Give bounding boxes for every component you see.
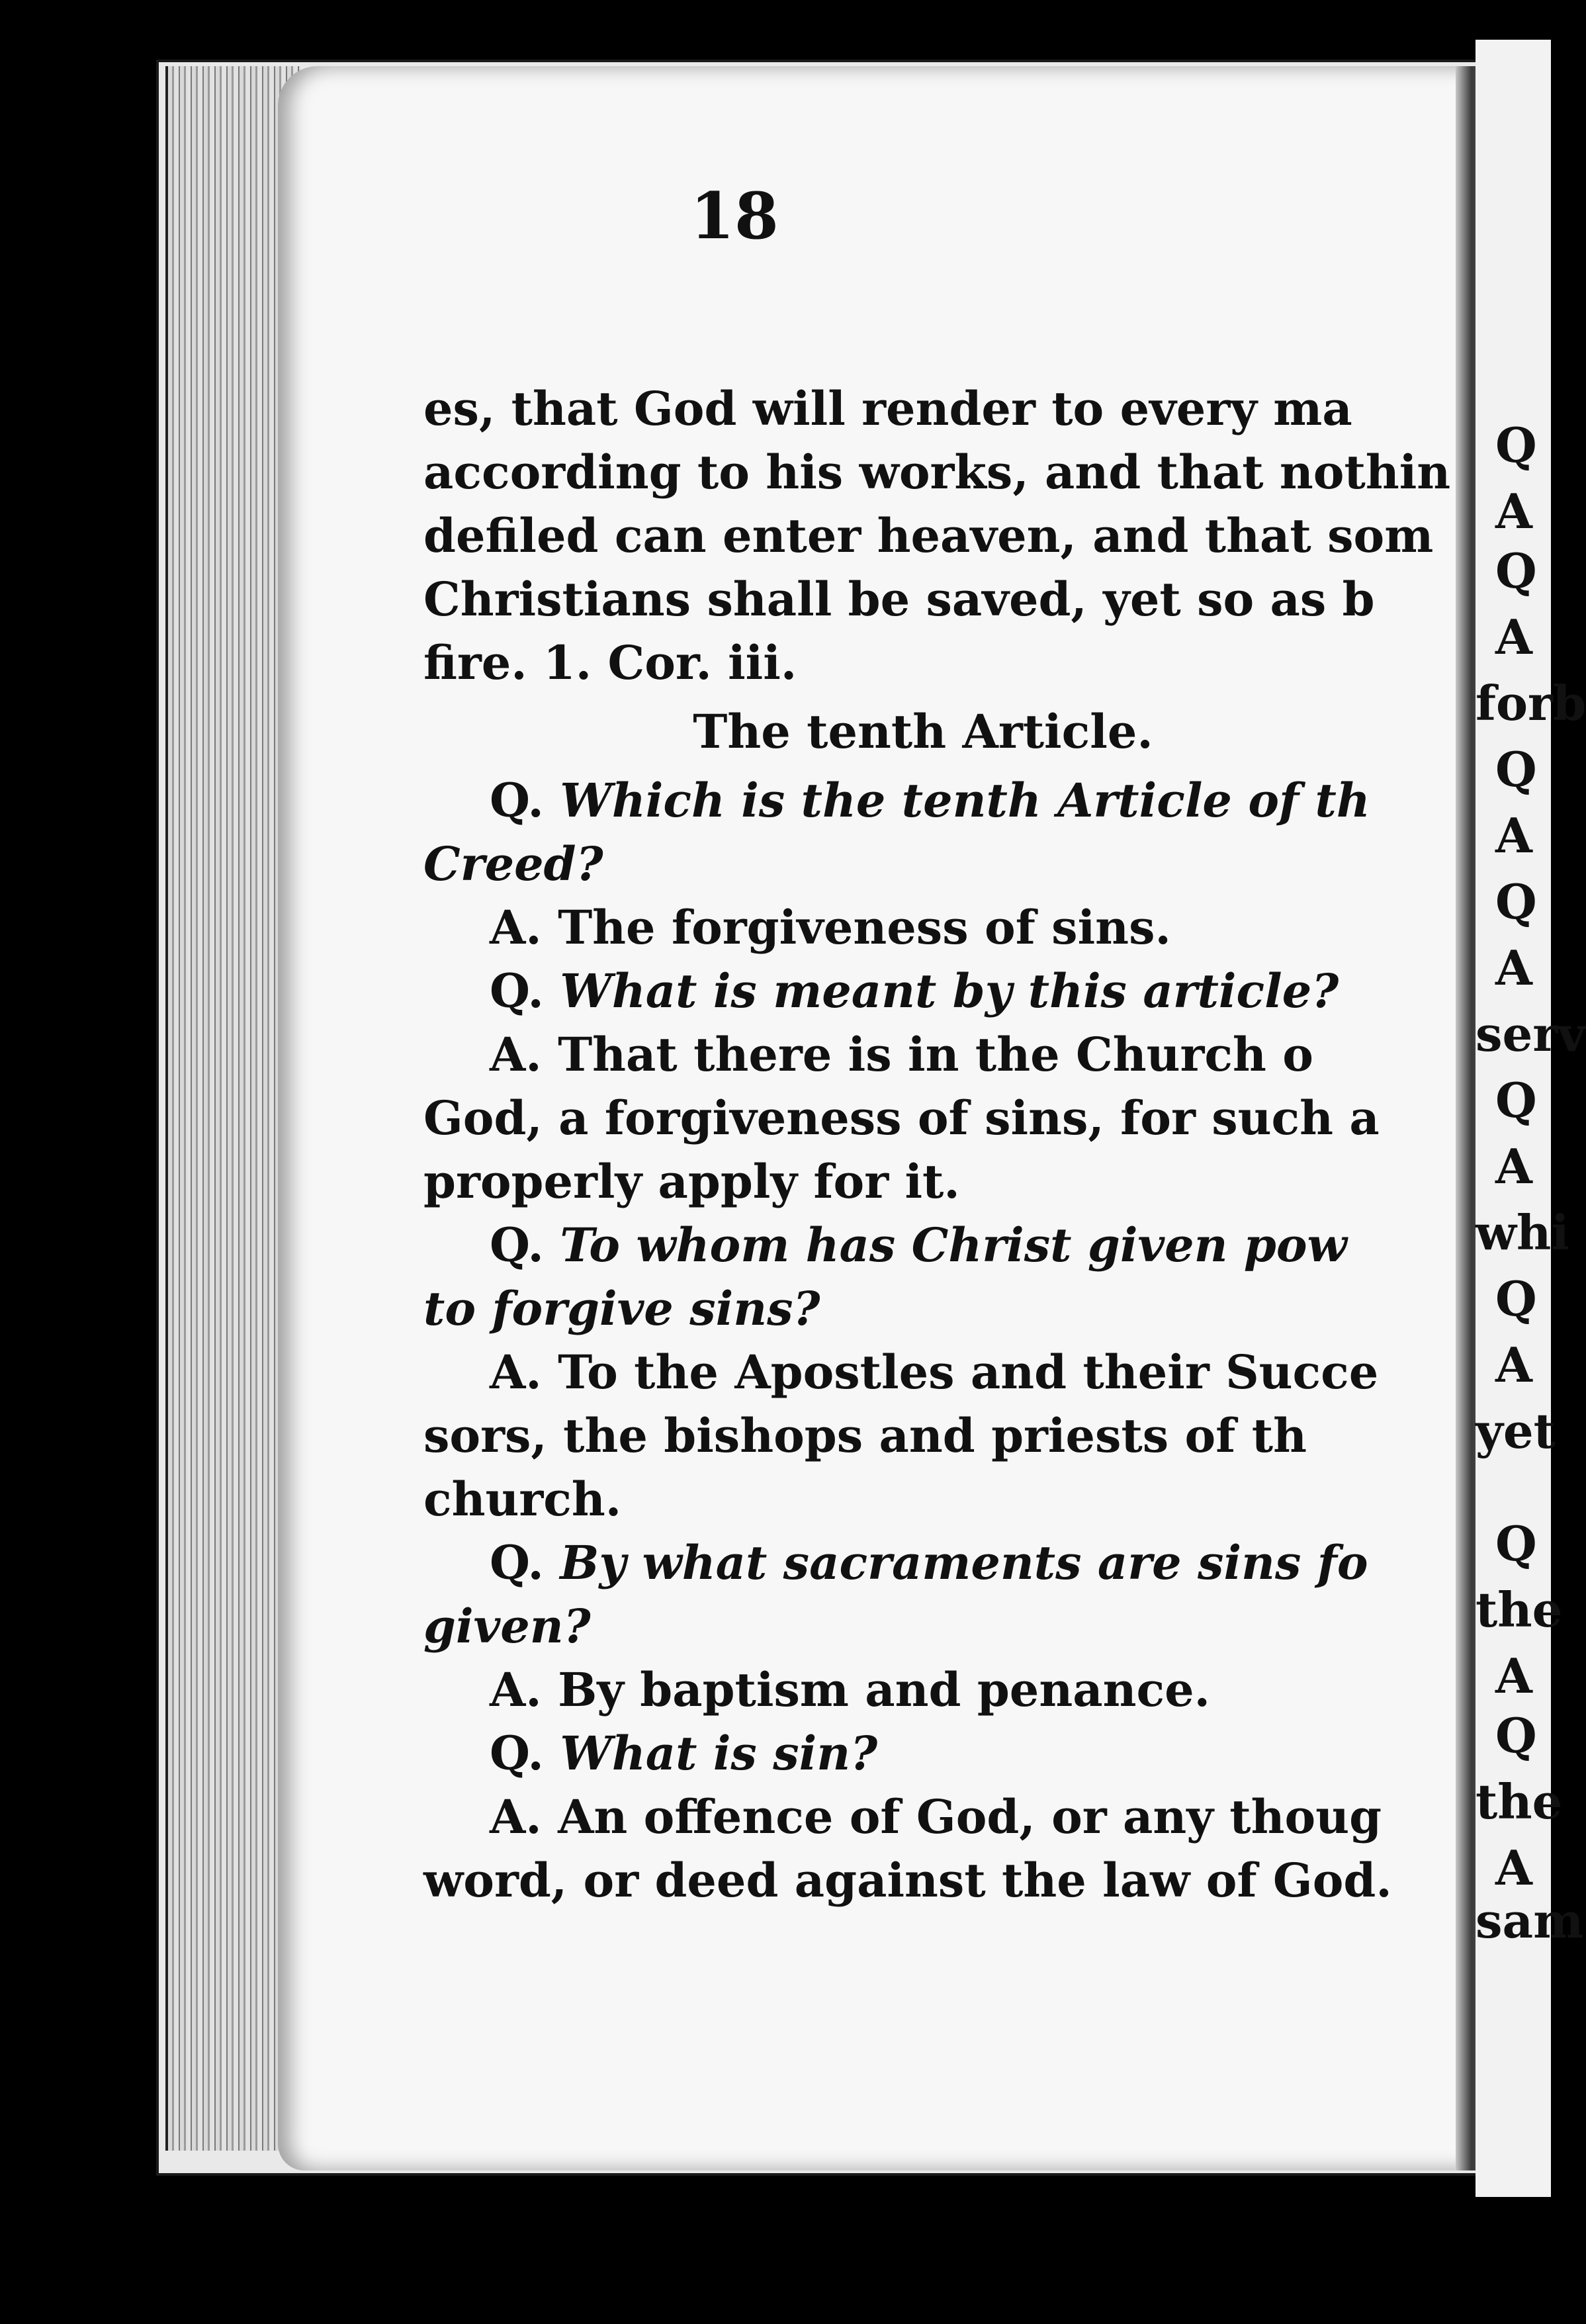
answer-text: To the Apostles and their Succe	[558, 1345, 1379, 1400]
facing-page-text: A	[1495, 483, 1532, 539]
question-text: What is meant by this article?	[560, 963, 1339, 1018]
answer-label: A.	[490, 1027, 542, 1082]
entry-continuation-line: properly apply for it.	[423, 1154, 960, 1209]
answer-label: A.	[490, 1662, 542, 1717]
answer-text: An offence of God, or any thoug	[558, 1789, 1382, 1844]
answer-entry	[423, 1341, 1462, 1531]
facing-page-text: Q	[1495, 1271, 1537, 1327]
entry-continuation-line: sors, the bishops and priests of th	[423, 1408, 1307, 1463]
section-heading: The tenth Article.	[693, 704, 1153, 759]
answer-text: The forgiveness of sins.	[558, 900, 1171, 955]
answer-label: A.	[490, 900, 542, 955]
text-line: according to his works, and that nothin	[423, 445, 1451, 500]
facing-page-text: Q	[1495, 417, 1537, 473]
question-label: Q.	[490, 1726, 544, 1781]
catechism-qa-list	[423, 769, 1462, 1912]
facing-page-text: Q	[1495, 1707, 1537, 1764]
continued-paragraph	[423, 377, 1462, 695]
question-label: Q.	[490, 1218, 544, 1273]
question-text: By what sacraments are sins fo	[560, 1535, 1368, 1590]
page-number: 18	[690, 179, 779, 253]
facing-page-text: A	[1495, 609, 1532, 665]
entry-first-line	[423, 1722, 1462, 1785]
question-entry	[423, 769, 1462, 896]
entry-continuation-line: church.	[423, 1472, 622, 1527]
facing-page-fragment	[1476, 40, 1586, 2197]
question-label: Q.	[490, 773, 544, 828]
facing-page-text: A	[1495, 1840, 1532, 1896]
entry-first-line	[423, 769, 1462, 832]
facing-page-text: Q	[1495, 1515, 1537, 1572]
answer-entry	[423, 1023, 1462, 1214]
facing-page-text: the	[1476, 1773, 1563, 1830]
answer-text: That there is in the Church o	[558, 1027, 1313, 1082]
text-line: Christians shall be saved, yet so as b	[423, 572, 1375, 627]
facing-page-text: forb	[1476, 675, 1586, 731]
facing-page-text: Q	[1495, 1072, 1537, 1128]
entry-first-line	[423, 1023, 1462, 1087]
facing-page-text: the	[1476, 1582, 1563, 1638]
facing-page-text: serv	[1476, 1006, 1586, 1062]
page-text	[423, 377, 1462, 1912]
answer-entry	[423, 1785, 1462, 1912]
question-entry	[423, 1214, 1462, 1341]
answer-entry	[423, 896, 1462, 960]
question-label: Q.	[490, 1535, 544, 1590]
facing-page-text: Q	[1495, 873, 1537, 930]
entry-continuation-line: given?	[423, 1599, 591, 1654]
entry-continuation-line: to forgive sins?	[423, 1281, 820, 1336]
facing-page-text: Q	[1495, 741, 1537, 797]
question-label: Q.	[490, 963, 544, 1018]
entry-first-line	[423, 896, 1462, 960]
text-line: defiled can enter heaven, and that som	[423, 508, 1434, 563]
question-entry	[423, 1531, 1462, 1658]
facing-page-text: A	[1495, 1337, 1532, 1393]
text-line: es, that God will render to every ma	[423, 381, 1352, 436]
text-line: fire. 1. Cor. iii.	[423, 635, 797, 690]
entry-first-line	[423, 1341, 1462, 1404]
answer-entry	[423, 1658, 1462, 1722]
facing-page-text: A	[1495, 807, 1532, 864]
question-entry	[423, 960, 1462, 1023]
entry-continuation-line: word, or deed against the law of God.	[423, 1853, 1392, 1908]
entry-first-line	[423, 1531, 1462, 1595]
facing-page-text: A	[1495, 940, 1532, 996]
entry-first-line	[423, 1658, 1462, 1722]
entry-continuation-line: Creed?	[423, 836, 603, 891]
answer-label: A.	[490, 1345, 542, 1400]
question-text: What is sin?	[560, 1726, 878, 1781]
entry-first-line	[423, 960, 1462, 1023]
question-entry	[423, 1722, 1462, 1785]
facing-page-text: A	[1495, 1138, 1532, 1194]
entry-first-line	[423, 1214, 1462, 1277]
facing-page-text: A	[1495, 1648, 1532, 1704]
facing-page-text: Q	[1495, 543, 1537, 599]
facing-page-text: yet	[1476, 1403, 1556, 1459]
facing-page-text: whi	[1476, 1204, 1569, 1261]
answer-text: By baptism and penance.	[558, 1662, 1211, 1717]
entry-continuation-line: God, a forgiveness of sins, for such a	[423, 1091, 1380, 1145]
answer-label: A.	[490, 1789, 542, 1844]
question-text: To whom has Christ given pow	[560, 1218, 1347, 1273]
entry-first-line	[423, 1785, 1462, 1849]
facing-page-text: sam	[1476, 1893, 1584, 1949]
question-text: Which is the tenth Article of th	[560, 773, 1370, 828]
